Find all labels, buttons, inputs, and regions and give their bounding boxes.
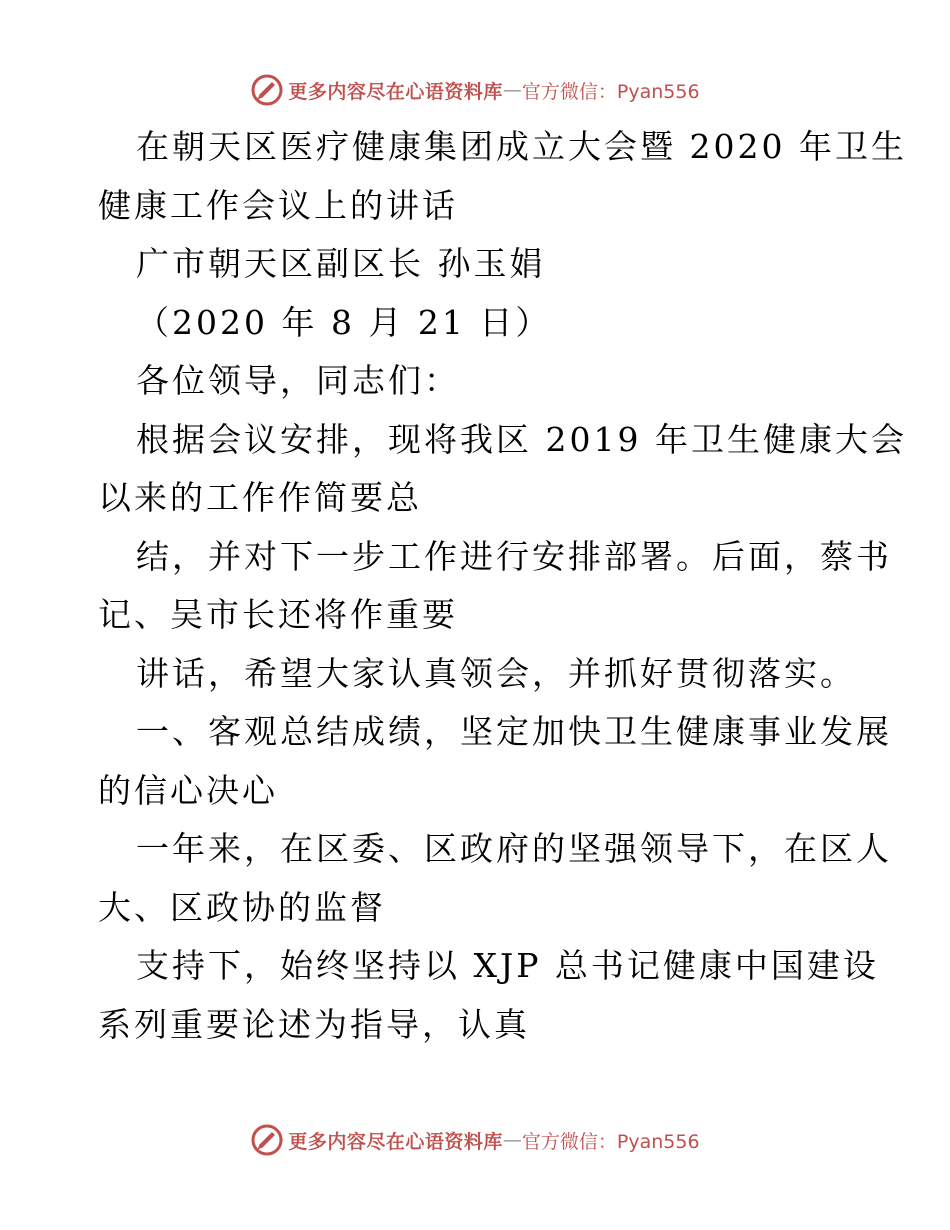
section-heading-line: 一、客观总结成绩，坚定加快卫生健康事业发展 [136, 712, 892, 751]
banner-separator: — [502, 79, 522, 101]
body-line: 系列重要论述为指导，认真 [98, 1004, 530, 1044]
document-body [98, 118, 907, 1054]
banner-wechat-text: 官方微信：Pyan556 [521, 80, 700, 103]
date-line: （2020 年 8 月 21 日） [136, 302, 552, 342]
header-banner [0, 70, 950, 110]
banner-main-text: 更多内容尽在心语资料库 [288, 80, 503, 103]
section-heading-line: 的信心决心 [98, 770, 278, 810]
speaker-line: 广市朝天区副区长 孙玉娟 [136, 244, 546, 283]
body-line: 结，并对下一步工作进行安排部署。后面，蔡书 [136, 536, 892, 576]
body-line: 大、区政协的监督 [98, 887, 386, 927]
banner-main-text: 更多内容尽在心语资料库 [288, 1130, 503, 1153]
seal-logo-icon [250, 1123, 284, 1157]
title-line-1: 在朝天区医疗健康集团成立大会暨 2020 年卫生 [136, 127, 907, 166]
body-line: 以来的工作作简要总 [98, 478, 422, 517]
salutation-line: 各位领导，同志们： [136, 361, 460, 400]
footer-banner [0, 1120, 950, 1160]
seal-logo-icon [250, 73, 284, 107]
title-line-2: 健康工作会议上的讲话 [98, 185, 458, 225]
body-line: 记、吴市长还将作重要 [98, 595, 458, 634]
body-line: 一年来，在区委、区政府的坚强领导下，在区人 [136, 829, 892, 868]
body-line: 根据会议安排，现将我区 2019 年卫生健康大会 [136, 419, 907, 459]
body-line: 讲话，希望大家认真领会，并抓好贯彻落实。 [136, 653, 856, 693]
banner-separator: — [502, 1129, 522, 1151]
body-line: 支持下，始终坚持以 XJP 总书记健康中国建设 [136, 946, 879, 985]
banner-wechat-text: 官方微信：Pyan556 [521, 1130, 700, 1153]
